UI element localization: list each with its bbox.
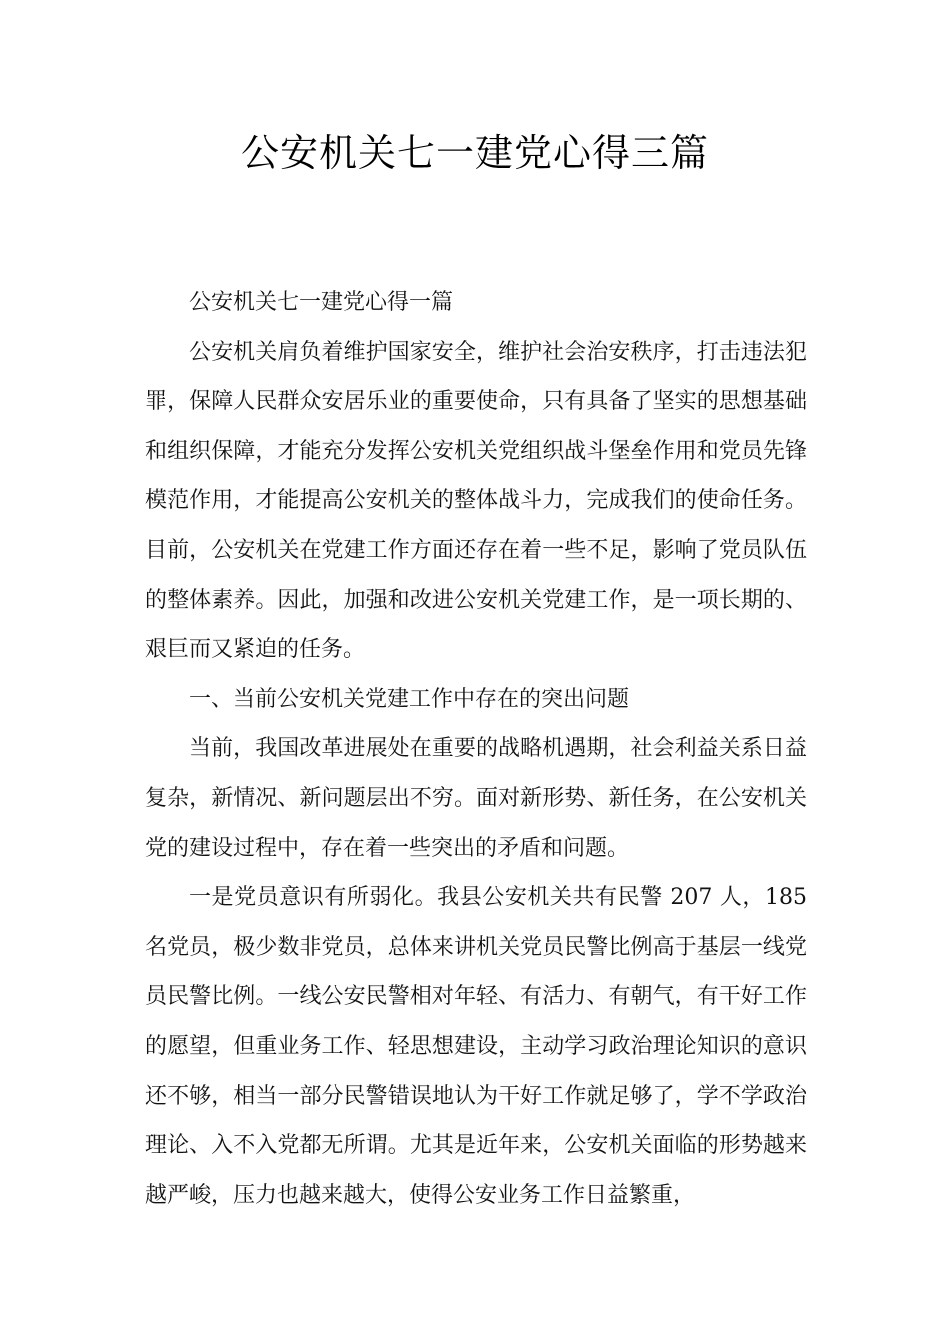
document-body: [145, 278, 807, 1220]
body-paragraph: 一是党员意识有所弱化。我县公安机关共有民警 207 人，185 名党员，极少数非党员，总体来讲机关党员民警比例高于基层一线党员民警比例。一线公安民警相对年轻、有活力、有朝气，有干好工作的愿望，但重业务工作、轻思想建设，主动学习政治理论知识的意识还不够，相当一部分民警错误地认为干好工作就足够了，学不学政治理论、入不入党都无所谓。尤其是近年来，公安机关面临的形势越来越严峻，压力也越来越大，使得公安业务工作日益繁重，: [145, 885, 807, 1208]
body-paragraph: 当前，我国改革进展处在重要的战略机遇期，社会利益关系日益复杂，新情况、新问题层出不穷。面对新形势、新任务，在公安机关党的建设过程中，存在着一些突出的矛盾和问题。: [145, 736, 807, 861]
section-heading: 一、当前公安机关党建工作中存在的突出问题: [189, 686, 630, 712]
document-title: 公安机关七一建党心得三篇: [240, 131, 709, 175]
body-paragraph: 公安机关肩负着维护国家安全，维护社会治安秩序，打击违法犯罪，保障人民群众安居乐业的重要使命，只有具备了坚实的思想基础和组织保障，才能充分发挥公安机关党组织战斗堡垒作用和党员先锋模范作用，才能提高公安机关的整体战斗力，完成我们的使命任务。目前，公安机关在党建工作方面还存在着一些不足，影响了党员队伍的整体素养。因此，加强和改进公安机关党建工作，是一项长期的、艰巨而又紧迫的任务。: [145, 339, 807, 663]
section-heading: 公安机关七一建党心得一篇: [189, 290, 454, 315]
